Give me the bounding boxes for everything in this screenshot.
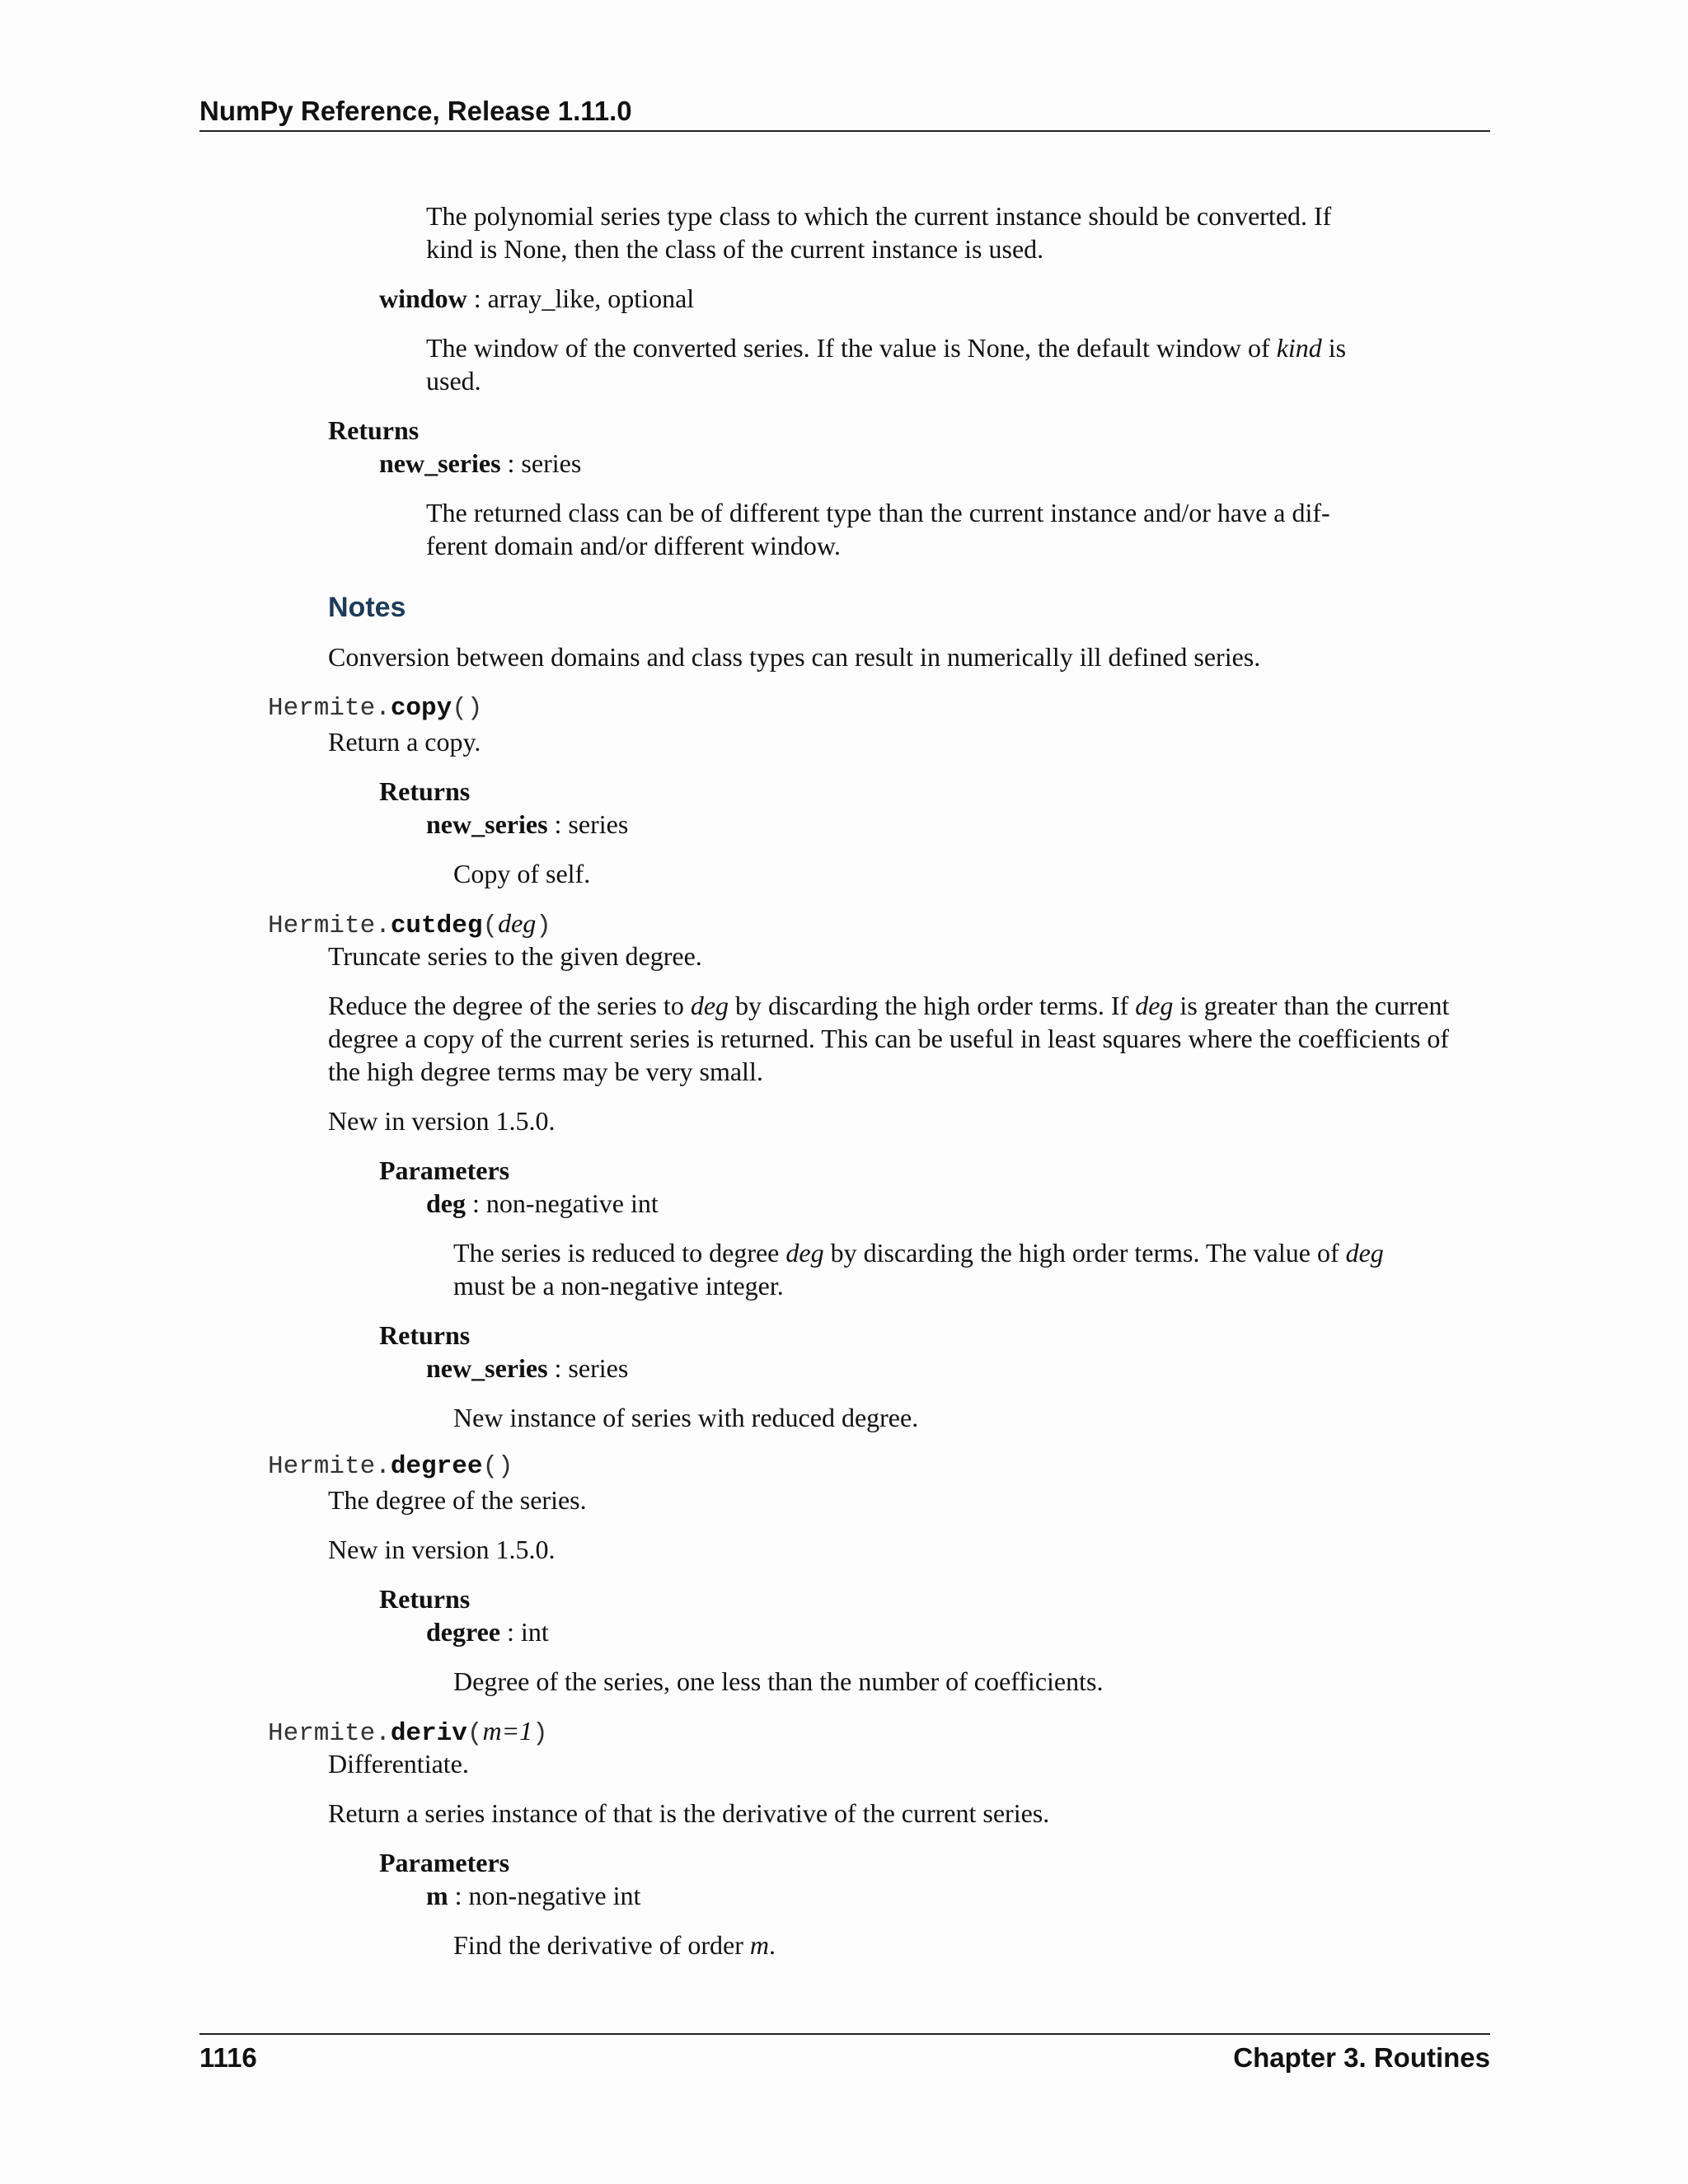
signature-degree: Hermite.degree() — [268, 1452, 513, 1481]
return-new-series: new_series : series — [379, 448, 582, 478]
returns-label: Returns — [379, 1584, 471, 1614]
footer-rule — [199, 2033, 1490, 2035]
signature-copy: Hermite.copy() — [268, 694, 483, 723]
param-description-line-1: The series is reduced to degree deg by discarding the high order terms. The value of deg — [453, 1238, 1384, 1268]
param-description: Find the derivative of order m. — [453, 1930, 776, 1960]
header-rule — [199, 130, 1490, 132]
version-note: New in version 1.5.0. — [328, 1535, 556, 1564]
cutdeg-summary: Truncate series to the given degree. — [328, 941, 702, 971]
param-m: m : non-negative int — [426, 1881, 641, 1910]
param-name: window — [379, 284, 467, 313]
cutdeg-description-line-3: the high degree terms may be very small. — [328, 1057, 763, 1086]
return-new-series: new_series : series — [426, 1353, 629, 1383]
param-window — [379, 282, 694, 315]
return-description-line-1: The returned class can be of different type than the current instance and/or have a dif- — [426, 498, 1330, 527]
returns-label: Returns — [379, 776, 471, 806]
param-description-line-2: must be a non-negative integer. — [453, 1271, 784, 1301]
notes-text: Conversion between domains and class types can result in numerically ill defined series. — [328, 642, 1261, 672]
chapter-title: Chapter 3. Routines — [1233, 2042, 1490, 2073]
deriv-description: Return a series instance of that is the derivative of the current series. — [328, 1798, 1050, 1828]
window-description-line-2: used. — [426, 366, 481, 396]
parameters-label: Parameters — [379, 1848, 510, 1877]
return-description: New instance of series with reduced degree. — [453, 1403, 919, 1432]
kind-description-line-1: The polynomial series type class to which the current instance should be converted. If — [426, 201, 1332, 231]
return-description: Degree of the series, one less than the number of coefficients. — [453, 1666, 1104, 1696]
signature-cutdeg: Hermite.cutdeg(deg) — [268, 908, 551, 940]
cutdeg-description-line-2: degree a copy of the current series is returned. This can be useful in least squares where the coefficients of — [328, 1024, 1450, 1053]
return-new-series: new_series : series — [426, 809, 629, 839]
return-description: Copy of self. — [453, 859, 591, 888]
page-number: 1116 — [199, 2042, 257, 2073]
returns-label: Returns — [328, 415, 420, 445]
cutdeg-description-line-1: Reduce the degree of the series to deg by discarding the high order terms. If deg is greater than the current — [328, 991, 1450, 1020]
param-type: : array_like, optional — [467, 284, 695, 313]
copy-summary: Return a copy. — [328, 727, 481, 757]
param-deg: deg : non-negative int — [426, 1188, 659, 1218]
running-header: NumPy Reference, Release 1.11.0 — [199, 96, 632, 126]
window-description-line-1: The window of the converted series. If the value is None, the default window of kind is — [426, 333, 1347, 363]
notes-heading: Notes — [328, 592, 406, 623]
signature-deriv: Hermite.deriv(m=1) — [268, 1716, 548, 1748]
degree-summary: The degree of the series. — [328, 1485, 587, 1515]
kind-description-line-2: kind is None, then the class of the current instance is used. — [426, 234, 1044, 264]
return-description-line-2: ferent domain and/or different window. — [426, 531, 841, 560]
parameters-label: Parameters — [379, 1155, 510, 1185]
returns-label: Returns — [379, 1320, 471, 1350]
deriv-summary: Differentiate. — [328, 1749, 469, 1779]
version-note: New in version 1.5.0. — [328, 1106, 556, 1136]
return-degree: degree : int — [426, 1617, 549, 1647]
